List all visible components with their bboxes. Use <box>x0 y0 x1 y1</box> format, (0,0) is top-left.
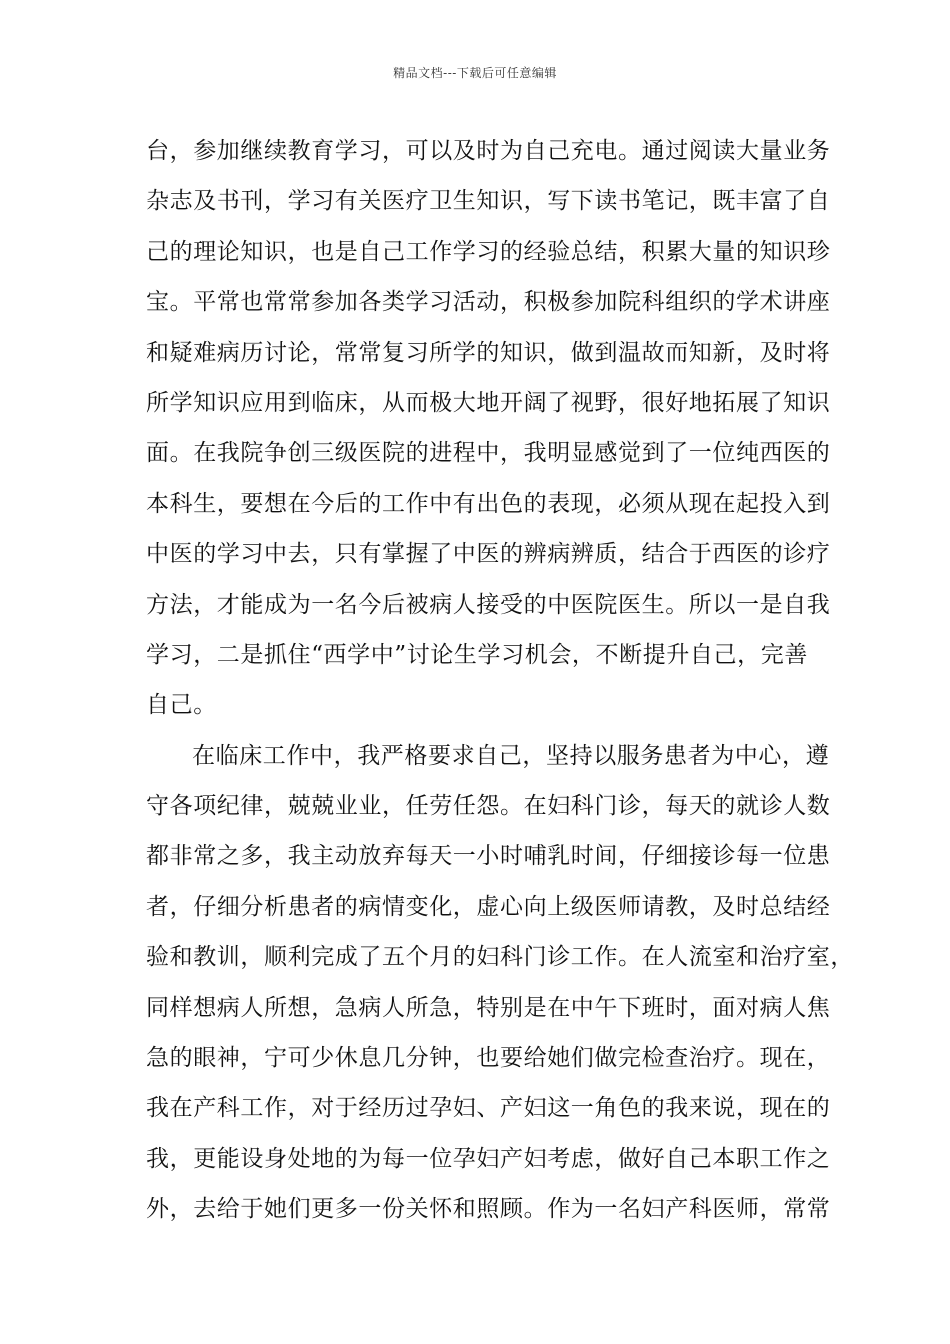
text-line: 外，去给于她们更多一份关怀和照顾。作为一名妇产科医师，常常 <box>146 1196 831 1223</box>
text-line: 都非常之多，我主动放弃每天一小时哺乳时间，仔细接诊每一位患 <box>146 843 831 870</box>
text-line: 验和教训，顺利完成了五个月的妇科门诊工作。在人流室和治疗室， <box>146 944 854 971</box>
text-line: 所学知识应用到临床，从而极大地开阔了视野，很好地拓展了知识 <box>146 389 831 416</box>
text-line: 守各项纪律，兢兢业业，任劳任怨。在妇科门诊，每天的就诊人数 <box>146 793 831 820</box>
text-line: 我在产科工作，对于经历过孕妇、产妇这一角色的我来说，现在的 <box>146 1095 831 1122</box>
page-header: 精品文档---下载后可任意编辑 <box>393 66 557 80</box>
text-line: 同样想病人所想，急病人所急，特别是在中午下班时，面对病人焦 <box>146 994 831 1021</box>
text-line: 面。在我院争创三级医院的进程中，我明显感觉到了一位纯西医的 <box>146 440 831 467</box>
text-line: 我，更能设身处地的为每一位孕妇产妇考虑，做好自己本职工作之 <box>146 1145 831 1172</box>
text-line: 自己。 <box>146 692 217 719</box>
text-line: 者，仔细分析患者的病情变化，虚心向上级医师请教，及时总结经 <box>146 893 831 920</box>
paragraph <box>146 126 836 731</box>
text-line: 急的眼神，宁可少休息几分钟，也要给她们做完检查治疗。现在， <box>146 1045 831 1072</box>
text-line: 中医的学习中去，只有掌握了中医的辨病辨质，结合于西医的诊疗 <box>146 541 831 568</box>
text-line: 宝。平常也常常参加各类学习活动，积极参加院科组织的学术讲座 <box>146 289 831 316</box>
text-line: 学习，二是抓住“西学中”讨论生学习机会，不断提升自己，完善 <box>146 641 808 668</box>
document-body <box>146 126 854 1235</box>
text-line: 方法，才能成为一名今后被病人接受的中医院医生。所以一是自我 <box>146 591 831 618</box>
text-line: 和疑难病历讨论，常常复习所学的知识，做到温故而知新，及时将 <box>146 339 831 366</box>
text-line: 台，参加继续教育学习，可以及时为自己充电。通过阅读大量业务 <box>146 138 831 164</box>
paragraph <box>146 731 854 1235</box>
text-line: 在临床工作中，我严格要求自己，坚持以服务患者为中心，遵 <box>192 742 830 769</box>
text-line: 己的理论知识，也是自己工作学习的经验总结，积累大量的知识珍 <box>146 238 831 265</box>
text-line: 杂志及书刊，学习有关医疗卫生知识，写下读书笔记，既丰富了自 <box>146 188 831 215</box>
text-line: 本科生，要想在今后的工作中有出色的表现，必须从现在起投入到 <box>146 490 831 517</box>
